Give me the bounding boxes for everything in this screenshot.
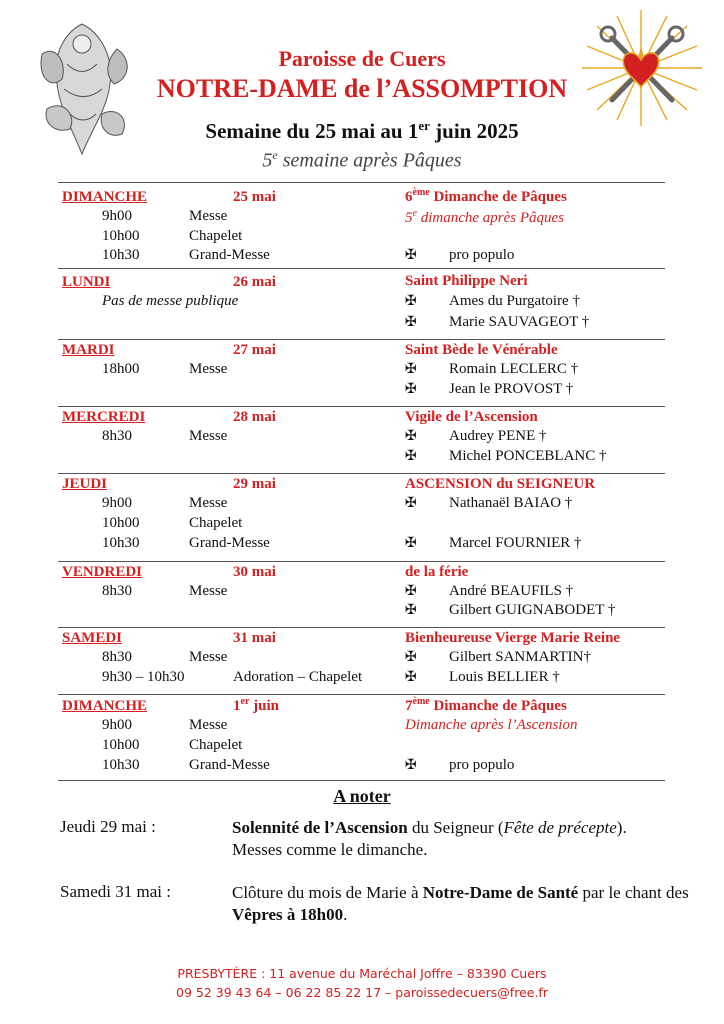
mass-intention: André BEAUFILS † [449,583,574,599]
note-text: Solennité de l’Ascension du Seigneur (Fête de précepte). Messes comme le dimanche. [232,818,627,859]
day-block-lundi [58,268,665,340]
feast-title: 7ème Dimanche de Pâques [405,696,567,714]
service-time: 9h00 [102,208,132,224]
day-name: SAMEDI [62,630,123,646]
day-block-mercredi [58,406,665,474]
cross-icon: ✠ [405,314,417,330]
day-date: 28 mai [233,409,276,425]
service-name: Chapelet [189,737,243,753]
day-date: 31 mai [233,630,276,646]
mass-intention: Michel PONCEBLANC † [449,448,607,464]
day-date: 1er juin [233,696,279,714]
day-block-samedi [58,627,665,695]
parish-dedication: NOTRE-DAME de l’ASSOMPTION [156,74,568,103]
day-block-vendredi [58,561,665,628]
service-time: 10h30 [102,757,140,773]
service-name: Chapelet [189,228,243,244]
feast-title: de la férie [405,564,469,580]
feast-title: Bienheureuse Vierge Marie Reine [405,630,621,646]
presbytery-address: PRESBYTÈRE : 11 avenue du Maréchal Joffre – 83390 Cuers [177,966,547,981]
service-time: 9h00 [102,495,132,511]
no-public-mass-note: Pas de messe publique [102,293,239,309]
cross-icon: ✠ [405,535,417,551]
feast-title: ASCENSION du SEIGNEUR [405,476,596,492]
mass-intention: Romain LECLERC † [449,361,579,377]
feast-subtitle: 5e dimanche après Pâques [405,208,565,226]
service-time: 10h30 [102,247,140,263]
service-time: 8h30 [102,649,132,665]
day-block-dimanche-1 [58,694,665,781]
day-name: JEUDI [62,476,108,492]
cross-icon: ✠ [405,669,417,685]
parish-name: Paroisse de Cuers [278,46,446,71]
service-time: 9h30 – 10h30 [102,669,185,685]
notes-heading: A noter [333,786,391,806]
service-name: Grand-Messe [189,757,270,773]
presbytery-contact [0,964,724,1002]
service-name: Messe [189,717,228,733]
service-name: Messe [189,208,228,224]
day-name: MARDI [62,342,115,358]
service-name: Grand-Messe [189,535,270,551]
cross-icon: ✠ [405,448,417,464]
mass-intention: Jean le PROVOST † [449,381,574,397]
day-name: VENDREDI [62,564,143,580]
day-name: DIMANCHE [62,189,147,205]
mass-intention: Marie SAUVAGEOT † [449,314,590,330]
day-date: 27 mai [233,342,276,358]
cross-icon: ✠ [405,293,417,309]
feast-title: Saint Bède le Vénérable [405,342,558,358]
day-name: MERCREDI [62,409,146,425]
service-time: 18h00 [102,361,140,377]
feast-subtitle: Dimanche après l’Ascension [405,717,578,733]
week-subtitle: 5e semaine après Pâques [262,148,462,172]
cross-icon: ✠ [405,381,417,397]
service-name: Grand-Messe [189,247,270,263]
service-time: 9h00 [102,717,132,733]
service-name: Adoration – Chapelet [233,669,363,685]
service-name: Messe [189,428,228,444]
note-date: Jeudi 29 mai : [60,817,156,836]
day-block-mardi [58,339,665,407]
feast-title: Vigile de l’Ascension [405,409,538,425]
day-block-jeudi [58,473,665,562]
note-text: Clôture du mois de Marie à Notre-Dame de Santé par le chant des Vêpres à 18h00. [232,883,689,924]
week-title: Semaine du 25 mai au 1er juin 2025 [205,118,519,143]
service-time: 10h00 [102,737,140,753]
service-name: Messe [189,495,228,511]
mass-intention: Gilbert SANMARTIN† [449,649,592,665]
mass-intention: Nathanaël BAIAO † [449,495,573,511]
cross-icon: ✠ [405,602,417,618]
service-time: 8h30 [102,583,132,599]
day-date: 29 mai [233,476,276,492]
mass-intention: Gilbert GUIGNABODET † [449,602,616,618]
cross-icon: ✠ [405,428,417,444]
mass-intention: pro populo [449,757,515,773]
day-date: 30 mai [233,564,276,580]
service-name: Messe [189,649,228,665]
feast-title: Saint Philippe Neri [405,273,528,289]
note-date: Samedi 31 mai : [60,882,171,901]
schedule-bottom-rule [58,780,665,781]
cross-icon: ✠ [405,247,417,263]
service-name: Chapelet [189,515,243,531]
mass-intention: Ames du Purgatoire † [449,293,580,309]
service-time: 10h00 [102,515,140,531]
cross-icon: ✠ [405,361,417,377]
service-time: 10h00 [102,228,140,244]
mass-intention: Audrey PENE † [449,428,547,444]
cross-icon: ✠ [405,583,417,599]
cross-icon: ✠ [405,757,417,773]
service-time: 10h30 [102,535,140,551]
day-date: 25 mai [233,189,276,205]
feast-title: 6ème Dimanche de Pâques [405,187,567,205]
service-time: 8h30 [102,428,132,444]
service-name: Messe [189,361,228,377]
service-name: Messe [189,583,228,599]
mass-intention: Marcel FOURNIER † [449,535,582,551]
day-name: DIMANCHE [62,698,147,714]
mass-intention: Louis BELLIER † [449,669,560,685]
cross-icon: ✠ [405,495,417,511]
day-block-dimanche-25 [58,182,665,269]
mass-intention: pro populo [449,247,515,263]
presbytery-phone-email: 09 52 39 43 64 – 06 22 85 22 17 – paroissedecuers@free.fr [176,985,548,1000]
day-name: LUNDI [62,274,111,290]
day-date: 26 mai [233,274,276,290]
cross-icon: ✠ [405,649,417,665]
